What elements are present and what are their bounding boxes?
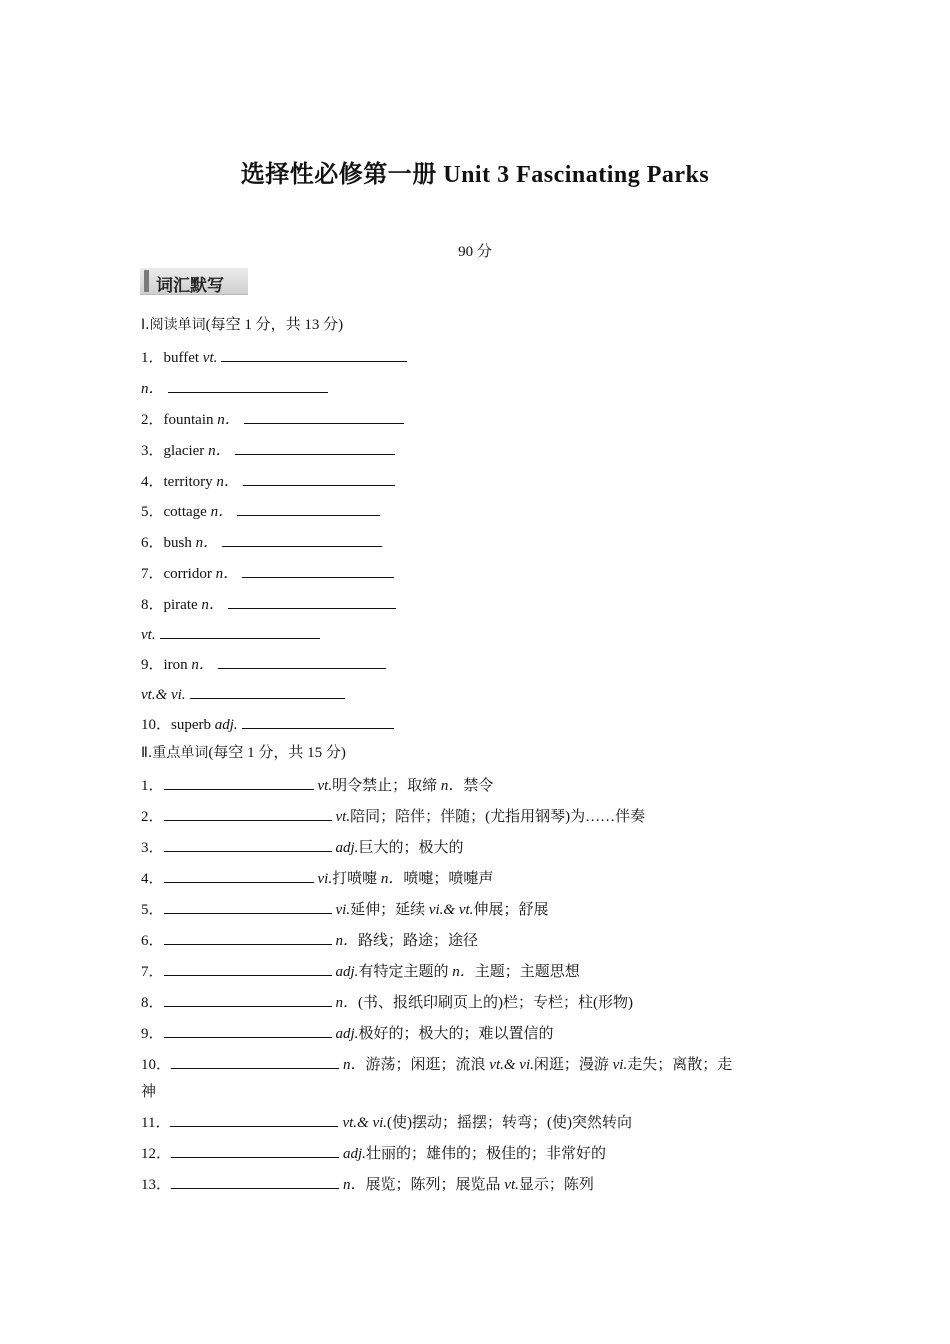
part-of-speech: n．	[335, 933, 359, 949]
part-of-speech: n．	[195, 535, 219, 551]
part-of-speech: vi.	[317, 871, 333, 887]
item-number: 8．	[141, 995, 164, 1011]
part-of-speech: n．	[217, 412, 240, 428]
answer-blank[interactable]	[235, 439, 395, 455]
answer-blank[interactable]	[164, 867, 314, 883]
reading-word-row	[141, 713, 394, 735]
part1-heading-label: Ⅰ.阅读单词	[141, 317, 206, 333]
part-of-speech: vt.& vi.	[489, 1057, 534, 1073]
answer-blank[interactable]	[164, 960, 332, 976]
part-of-speech: n．	[208, 443, 231, 459]
answer-blank[interactable]	[170, 1111, 338, 1127]
answer-blank[interactable]	[171, 1053, 339, 1069]
item-number: 7．	[141, 964, 164, 980]
part-of-speech: vt.	[141, 627, 156, 643]
definition: 显示；陈列	[518, 1177, 594, 1193]
definition: 主题；主题思想	[474, 964, 580, 980]
part2-heading	[141, 743, 346, 763]
item-number: 5．	[141, 902, 164, 918]
reading-word-row	[141, 377, 328, 399]
part-of-speech: vi.	[612, 1057, 628, 1073]
word: 5．cottage	[141, 504, 211, 520]
part-of-speech: adj.	[335, 964, 359, 980]
key-word-row	[141, 805, 645, 827]
part-of-speech: vt.	[202, 350, 218, 366]
reading-word-row	[141, 346, 407, 368]
reading-word-row	[141, 500, 380, 522]
answer-blank[interactable]	[164, 774, 314, 790]
key-word-row	[141, 836, 463, 858]
item-number: 12．	[141, 1146, 172, 1162]
key-word-row	[141, 960, 580, 982]
key-word-row	[141, 1111, 632, 1133]
answer-blank[interactable]	[164, 929, 332, 945]
key-word-row	[141, 991, 633, 1013]
answer-blank[interactable]	[221, 346, 407, 362]
item-number: 1．	[141, 778, 164, 794]
part-of-speech: adj.	[335, 840, 359, 856]
badge-bar	[144, 270, 149, 292]
definition: 展览；陈列；展览品	[365, 1177, 505, 1193]
item-number: 4．	[141, 871, 164, 887]
word: 10．superb	[141, 717, 215, 733]
answer-blank[interactable]	[243, 470, 395, 486]
answer-blank[interactable]	[171, 1173, 339, 1189]
part-of-speech: n．	[216, 474, 239, 490]
key-word-row	[141, 1022, 553, 1044]
definition: 有特定主题的	[358, 964, 453, 980]
part-of-speech: adj.	[343, 1146, 366, 1162]
word: 7．corridor	[141, 566, 216, 582]
definition: 打喷嚏	[332, 871, 381, 887]
word: 1．buffet	[141, 350, 203, 366]
part-of-speech: n．	[452, 964, 475, 980]
answer-blank[interactable]	[237, 500, 380, 516]
definition: 明令禁止；取缔	[332, 778, 441, 794]
key-word-row	[141, 774, 493, 796]
key-word-row	[141, 898, 548, 920]
key-word-row	[141, 929, 478, 951]
part-of-speech: n．	[191, 657, 214, 673]
definition: 禁令	[463, 778, 494, 794]
part-of-speech: n．	[343, 1057, 366, 1073]
word: 2．fountain	[141, 412, 218, 428]
section-badge	[140, 268, 248, 295]
answer-blank[interactable]	[171, 1142, 339, 1158]
word: 9．iron	[141, 657, 192, 673]
item-number: 11．	[141, 1115, 171, 1131]
reading-word-row	[141, 531, 382, 553]
section-badge-label: 词汇默写	[156, 276, 224, 296]
key-word-row	[141, 867, 493, 889]
word: 8．pirate	[141, 597, 202, 613]
part-of-speech: n．	[141, 381, 164, 397]
answer-blank[interactable]	[168, 377, 328, 393]
definition: 壮丽的；雄伟的；极佳的；非常好的	[365, 1146, 606, 1162]
part1-heading	[141, 315, 343, 335]
reading-word-row	[141, 623, 320, 645]
key-word-row	[141, 1173, 594, 1195]
part-of-speech: n．	[210, 504, 234, 520]
key-word-row	[141, 1142, 606, 1164]
definition: 陪同；陪伴；伴随；(尤指用钢琴)为……伴奏	[350, 809, 646, 825]
definition: (使)摆动；摇摆；转弯；(使)突然转向	[387, 1115, 633, 1131]
word: 3．glacier	[141, 443, 209, 459]
part-of-speech: adj.	[335, 1026, 359, 1042]
definition: 闲逛；漫游	[533, 1057, 613, 1073]
item-number: 3．	[141, 840, 164, 856]
part-of-speech: vt.& vi.	[342, 1115, 388, 1131]
item-number: 6．	[141, 933, 164, 949]
definition: 走失；离散；走	[627, 1057, 733, 1073]
definition: 巨大的；极大的	[358, 840, 464, 856]
part-of-speech: vi.& vt.	[428, 902, 474, 918]
part2-heading-label: Ⅱ.重点单词	[141, 745, 209, 761]
part-of-speech: n．	[215, 566, 239, 582]
definition: 喷嚏；喷嚏声	[403, 871, 494, 887]
answer-blank[interactable]	[228, 593, 396, 609]
part1-note: (每空 1 分，共 13 分)	[205, 317, 344, 333]
word: 4．territory	[141, 474, 217, 490]
definition: 极好的；极大的；难以置信的	[358, 1026, 554, 1042]
definition: 延伸；延续	[350, 902, 429, 918]
reading-word-row	[141, 562, 394, 584]
definition: 伸展；舒展	[473, 902, 549, 918]
answer-blank[interactable]	[160, 623, 320, 639]
word: 6．bush	[141, 535, 196, 551]
answer-blank[interactable]	[222, 531, 382, 547]
part2-note: (每空 1 分，共 15 分)	[208, 745, 346, 761]
reading-word-row	[141, 653, 386, 675]
page-title: 选择性必修第一册 Unit 3 Fascinating Parks	[240, 162, 710, 188]
part-of-speech: vt.	[504, 1177, 519, 1193]
reading-word-row	[141, 439, 395, 461]
part-of-speech: n．	[201, 597, 224, 613]
part-of-speech: n．	[440, 778, 464, 794]
part-of-speech: vt.	[335, 809, 351, 825]
part-of-speech: vt.& vi.	[141, 687, 186, 703]
total-score: 90 分	[458, 244, 492, 260]
key-word-row	[141, 1053, 732, 1075]
item-number: 2．	[141, 809, 164, 825]
item-number: 13．	[141, 1177, 172, 1193]
reading-word-row	[141, 593, 396, 615]
part-of-speech: n．	[335, 995, 359, 1011]
answer-blank[interactable]	[244, 408, 404, 424]
part-of-speech: n．	[380, 871, 404, 887]
answer-blank[interactable]	[190, 683, 345, 699]
reading-word-row	[141, 470, 395, 492]
answer-blank[interactable]	[164, 805, 332, 821]
part-of-speech: vi.	[335, 902, 351, 918]
answer-blank[interactable]	[218, 653, 386, 669]
part-of-speech: vt.	[317, 778, 333, 794]
reading-word-row	[141, 408, 404, 430]
item-number: 10．	[141, 1057, 172, 1073]
definition: (书、报纸印刷页上的)栏；专栏；柱(形物)	[358, 995, 634, 1011]
answer-blank[interactable]	[164, 1022, 332, 1038]
reading-word-row	[141, 683, 345, 705]
answer-blank[interactable]	[242, 562, 394, 578]
answer-blank[interactable]	[164, 898, 332, 914]
definition: 游荡；闲逛；流浪	[365, 1057, 490, 1073]
answer-blank[interactable]	[164, 836, 332, 852]
answer-blank[interactable]	[164, 991, 332, 1007]
definition-continuation: 神	[141, 1084, 157, 1100]
part-of-speech: adj.	[214, 717, 238, 733]
part-of-speech: n．	[343, 1177, 366, 1193]
answer-blank[interactable]	[242, 713, 394, 729]
definition: 路线；路途；途径	[358, 933, 479, 949]
item-number: 9．	[141, 1026, 164, 1042]
